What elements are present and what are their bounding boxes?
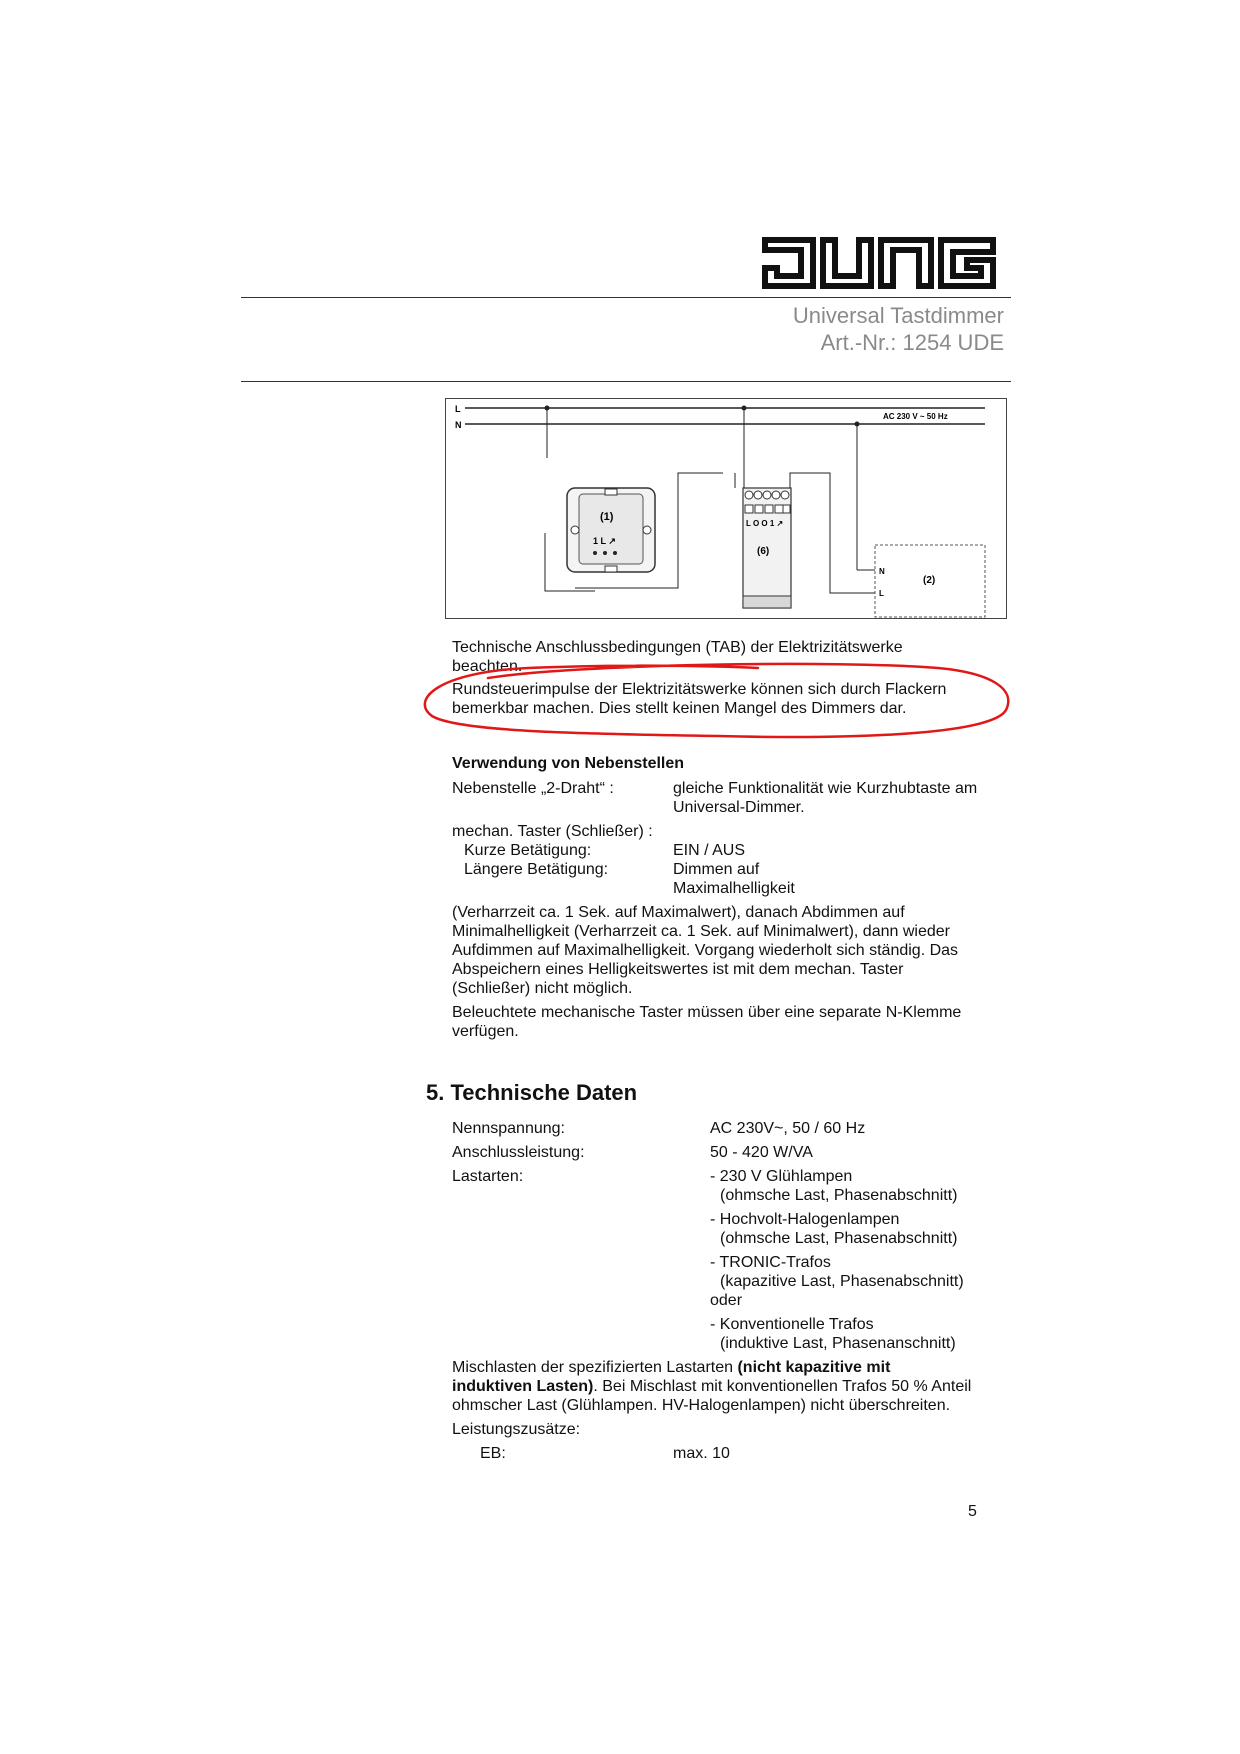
header-rule-bottom [241,381,1011,382]
mech-taster-label: mechan. Taster (Schließer) : [452,823,653,840]
svg-text:L: L [879,589,884,598]
load2-line2: (ohmsche Last, Phasenabschnitt) [720,1230,958,1247]
long-press-label: Längere Betätigung: [464,861,609,878]
lastarten-label: Lastarten: [452,1168,524,1185]
nebenstelle-value-l2: Universal-Dimmer. [673,799,805,816]
para1-line1: (Verharrzeit ca. 1 Sek. auf Maximalwert), danach Abdimmen auf [452,904,905,921]
load3-line1: - TRONIC-Trafos [710,1254,831,1271]
load4-line1: - Konventionelle Trafos [710,1316,874,1333]
ripple-note-line1: Rundsteuerimpulse der Elektrizitätswerke können sich durch Flackern [452,681,947,698]
para1-line4: Abspeichern eines Helligkeitswertes ist mit dem mechan. Taster [452,961,904,978]
svg-text:1 L ↗: 1 L ↗ [593,536,616,546]
short-press-value: EIN / AUS [673,842,746,859]
mixload-line3: ohmscher Last (Glühlampen. HV-Halogenlampen) nicht überschreiten. [452,1397,951,1414]
wiring-diagram [445,398,1007,619]
label-L: L [455,404,461,414]
load1-line1: - 230 V Glühlampen [710,1168,853,1185]
header-rule-top [241,297,1011,298]
load1-line2: (ohmsche Last, Phasenabschnitt) [720,1187,958,1204]
page-number: 5 [968,1503,977,1520]
nennspannung-label: Nennspannung: [452,1120,565,1137]
para2-line1: Beleuchtete mechanische Taster müssen über eine separate N-Klemme [452,1004,962,1021]
article-number: Art.-Nr.: 1254 UDE [820,330,1004,355]
load3-line2: (kapazitive Last, Phasenabschnitt) [720,1273,964,1290]
eb-label: EB: [480,1445,506,1462]
device2-label: (2) [923,575,936,586]
zusaetze-label: Leistungszusätze: [452,1421,581,1438]
oder-text: oder [710,1292,743,1309]
jung-logo [761,236,997,292]
svg-text:N: N [879,567,885,576]
device6-label: (6) [757,546,770,557]
dimmer-module [743,488,791,608]
red-highlight-circle [418,660,1018,742]
ripple-note-line2: bemerkbar machen. Dies stellt keinen Mangel des Dimmers dar. [452,700,907,717]
svg-text:L O O 1 ↗: L O O 1 ↗ [746,519,784,528]
supply-label: AC 230 V ~ 50 Hz [883,412,948,421]
nebenstelle-label: Nebenstelle „2-Draht“ : [452,780,614,797]
nennspannung-value: AC 230V~, 50 / 60 Hz [710,1120,866,1137]
mixload-line2: induktiven Lasten). Bei Mischlast mit konventionellen Trafos 50 % Anteil [452,1378,972,1395]
eb-value: max. 10 [673,1445,730,1462]
tab-note-line2: beachten. [452,658,523,675]
load2-line1: - Hochvolt-Halogenlampen [710,1211,900,1228]
section-heading-tech: 5. Technische Daten [426,1080,638,1105]
push-button-device [567,488,655,572]
para1-line5: (Schließer) nicht möglich. [452,980,633,997]
para1-line3: Aufdimmen auf Maximalhelligkeit. Vorgang wiederholt sich ständig. Das [452,942,959,959]
long-press-value-l1: Dimmen auf [673,861,760,878]
nebenstellen-heading: Verwendung von Nebenstellen [452,755,685,772]
mixload-line1: Mischlasten der spezifizierten Lastarten (nicht kapazitive mit [452,1359,891,1376]
load4-line2: (induktive Last, Phasenanschnitt) [720,1335,956,1352]
para2-line2: verfügen. [452,1023,519,1040]
short-press-label: Kurze Betätigung: [464,842,592,859]
anschluss-value: 50 - 420 W/VA [710,1144,813,1161]
load-device [875,545,985,617]
nebenstelle-value-l1: gleiche Funktionalität wie Kurzhubtaste am [673,780,978,797]
anschluss-label: Anschlussleistung: [452,1144,585,1161]
para1-line2: Minimalhelligkeit (Verharrzeit ca. 1 Sek. auf Minimalwert), dann wieder [452,923,950,940]
document-title: Universal Tastdimmer [792,303,1004,328]
tab-note-line1: Technische Anschlussbedingungen (TAB) der Elektrizitätswerke [452,639,903,656]
label-N: N [455,420,462,430]
device1-label: (1) [600,511,614,523]
long-press-value-l2: Maximalhelligkeit [673,880,795,897]
